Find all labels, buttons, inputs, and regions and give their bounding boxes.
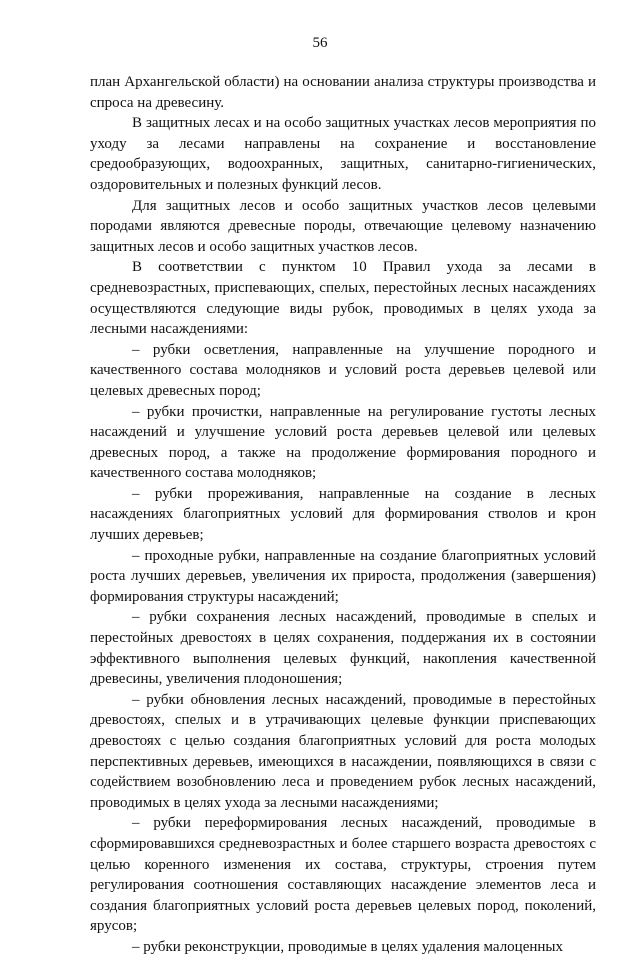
list-item: – рубки прочистки, направленные на регулирование густоты лесных насаждений и улучшение условий роста деревьев целевой или целевых древесных пород, а также на продолжение формирования породного и качественного состава молодняков; bbox=[90, 403, 596, 482]
list-item: – рубки реконструкции, проводимые в целях удаления малоценных bbox=[132, 938, 564, 955]
paragraph: Для защитных лесов и особо защитных участков лесов целевыми породами являются древесные породы, отвечающие целевому назначению защитных лесов и особо защитных участков лесов. bbox=[90, 197, 596, 255]
list-item: – рубки сохранения лесных насаждений, проводимые в спелых и перестойных древостоях в целях сохранения, поддержания их в состоянии эффективного выполнения целевых функций, накопления качественной древесины, увеличения плодоношения; bbox=[90, 609, 596, 688]
page-number: 56 bbox=[312, 35, 328, 51]
paragraph: план Архангельской области) на основании анализа структуры производства и спроса на древесину. bbox=[90, 74, 596, 111]
list-item: – рубки переформирования лесных насаждений, проводимые в сформировавшихся средневозрастных и более старшего возраста древостоях с целью коренного изменения их состава, структуры, строения путем регулирования соотношения составляющих насаждение элементов леса и создания благоприятных условий роста деревьев целевых пород, поколений, ярусов; bbox=[90, 815, 596, 935]
document-body bbox=[90, 72, 596, 958]
paragraph: В защитных лесах и на особо защитных участках лесов мероприятия по уходу за лесами направлены на сохранение и восстановление средообразующих, водоохранных, защитных, санитарно-гигиенических, оздоровительных и полезных функций лесов. bbox=[90, 115, 596, 193]
paragraph: В соответствии с пунктом 10 Правил ухода за лесами в средневозрастных, приспевающих, спелых, перестойных лесных насаждениях осуществляются следующие виды рубок, проводимых в целях ухода за лесными насаждениями: bbox=[90, 259, 596, 338]
list-item: – проходные рубки, направленные на создание благоприятных условий роста лучших деревьев, увеличения их прироста, продолжения (завершения) формирования структуры насаждений; bbox=[90, 547, 596, 605]
list-item: – рубки прореживания, направленные на создание в лесных насаждениях благоприятных условий для формирования стволов и крон лучших деревьев; bbox=[90, 485, 596, 544]
list-item: – рубки осветления, направленные на улучшение породного и качественного состава молодняков и условий роста деревьев целевой или целевых древесных пород; bbox=[90, 341, 596, 399]
list-item: – рубки обновления лесных насаждений, проводимые в перестойных древостоях, спелых и в утрачивающих целевые функции приспевающих древостоях с целью создания благоприятных условий для роста молодых перспективных деревьев, имеющихся в насаждении, появляющихся в связи с содействием возобновлению леса и проведением рубок лесных насаждений, проводимых в целях ухода за лесными насаждениями; bbox=[90, 691, 596, 811]
